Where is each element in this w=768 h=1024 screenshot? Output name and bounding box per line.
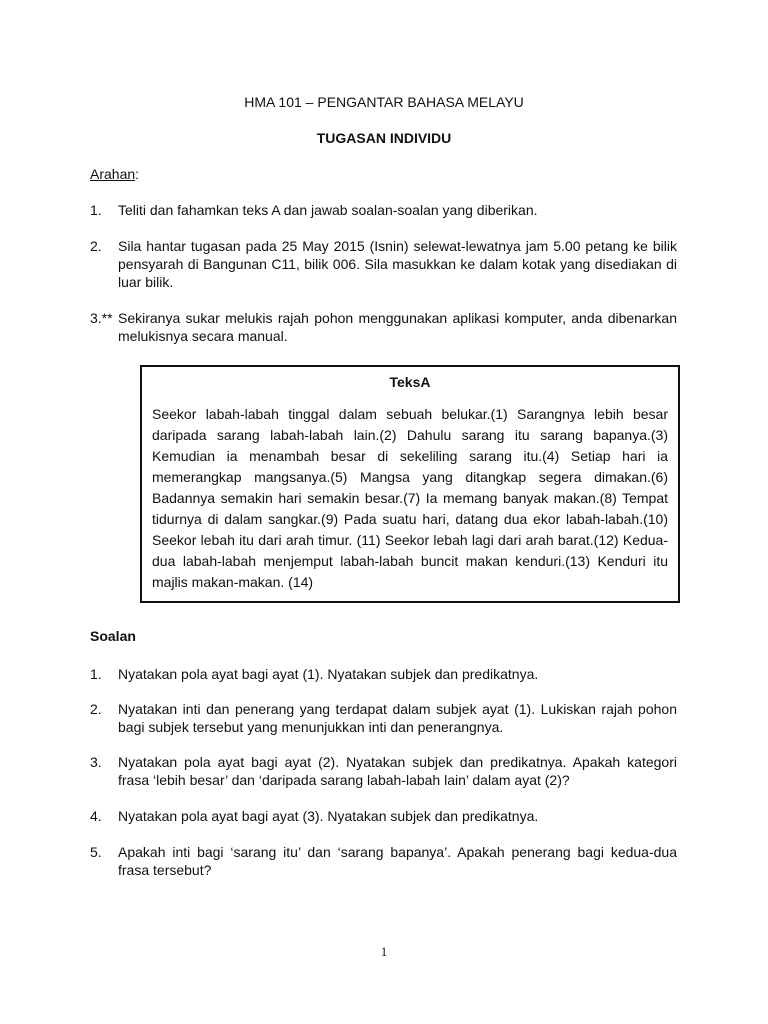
- instructions-label-text: Arahan: [90, 166, 136, 182]
- instruction-item-2: [90, 237, 677, 291]
- question-item-1: [90, 665, 677, 683]
- text-a-body: Seekor labah-labah tinggal dalam sebuah belukar.(1) Sarangnya lebih besar daripada sarang labah-labah lain.(2) Dahulu sarang itu sarang bapanya.(3) Kemudian ia menambah besar di sekeliling sarang itu.(4) Setiap hari ia memerangkap mangsanya.(5) Mangsa yang ditangkap segera dimakan.(6) Badannya semakin hari semakin besar.(7) Ia memang banyak makan.(8) Tempat tidurnya di dalam sangkar.(9) Pada suatu hari, datang dua ekor labah-labah.(10) Seekor lebah itu dari arah timur. (11) Seekor lebah lagi dari arah barat.(12) Kedua-dua labah-labah menjemput labah-labah buncit makan kenduri.(13) Kenduri itu majlis makan-makan. (14): [152, 406, 668, 590]
- question-item-2: [90, 700, 677, 736]
- course-title: HMA 101 – PENGANTAR BAHASA MELAYU: [244, 94, 524, 110]
- instruction-text: Teliti dan fahamkan teks A dan jawab soalan-soalan yang diberikan.: [118, 202, 538, 218]
- instruction-text: Sekiranya sukar melukis rajah pohon menggunakan aplikasi komputer, anda dibenarkan melukisnya secara manual.: [118, 310, 677, 344]
- instruction-number: 2.: [90, 238, 102, 254]
- question-text: Nyatakan pola ayat bagi ayat (3). Nyatakan subjek dan predikatnya.: [118, 808, 539, 824]
- question-number: 4.: [90, 808, 102, 824]
- instruction-number: 3.**: [90, 310, 113, 326]
- question-text: Apakah inti bagi ‘sarang itu’ dan ‘sarang bapanya’. Apakah penerang bagi kedua-dua frasa tersebut?: [118, 844, 677, 878]
- instructions-label: [90, 166, 139, 182]
- instruction-item-1: [90, 201, 677, 219]
- text-a-box: [140, 365, 680, 603]
- question-item-4: [90, 807, 677, 825]
- instructions-label-colon: :: [135, 166, 140, 182]
- page-number: 1: [380, 944, 388, 959]
- document-heading: TUGASAN INDIVIDU: [316, 130, 452, 146]
- question-number: 1.: [90, 666, 102, 682]
- text-a-title: TeksA: [389, 374, 431, 390]
- instruction-item-3: [90, 309, 677, 345]
- question-number: 5.: [90, 844, 102, 860]
- question-item-5: [90, 843, 677, 879]
- questions-heading: Soalan: [90, 628, 136, 644]
- instruction-number: 1.: [90, 202, 102, 218]
- question-item-3: [90, 753, 677, 789]
- question-number: 3.: [90, 754, 102, 770]
- question-text: Nyatakan pola ayat bagi ayat (2). Nyatakan subjek dan predikatnya. Apakah kategori frasa ‘lebih besar’ dan ‘daripada sarang labah-labah lain’ dalam ayat (2)?: [118, 754, 677, 788]
- question-number: 2.: [90, 701, 102, 717]
- instruction-text: Sila hantar tugasan pada 25 May 2015 (Isnin) selewat-lewatnya jam 5.00 petang ke bilik pensyarah di Bangunan C11, bilik 006. Sila masukkan ke dalam kotak yang disediakan di luar bilik.: [118, 238, 677, 290]
- question-text: Nyatakan pola ayat bagi ayat (1). Nyatakan subjek dan predikatnya.: [118, 666, 539, 682]
- question-text: Nyatakan inti dan penerang yang terdapat dalam subjek ayat (1). Lukiskan rajah pohon bagi subjek tersebut yang menunjukkan inti dan penerangnya.: [118, 701, 677, 735]
